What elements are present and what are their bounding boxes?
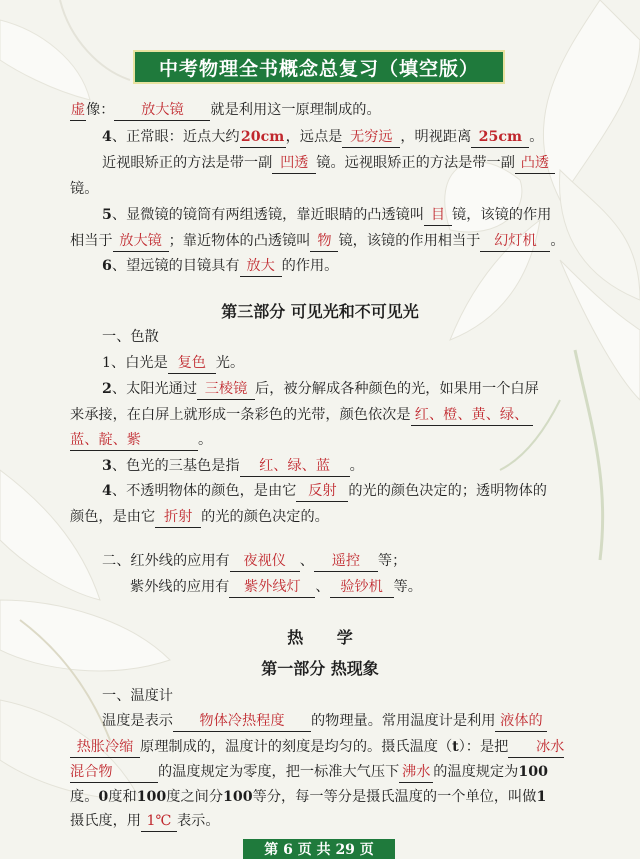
answer-blank: 紫外线灯 (229, 577, 315, 598)
text-segment: 。 (550, 233, 565, 249)
text-segment: ，远点是 (285, 129, 343, 145)
text-segment: 后，被分解成各种颜色的光，如果用一个白屏 (255, 381, 539, 397)
text-line (70, 179, 98, 199)
answer-blank: 冰水 (508, 737, 564, 758)
text-segment: 的光的颜色决定的。 (201, 509, 329, 525)
answer-blank: 三棱镜 (197, 379, 255, 400)
text-segment: 相当于 (70, 233, 113, 249)
text-segment: 镜，该镜的作用 (452, 207, 552, 223)
text-segment: 就是利用这一原理制成的。 (210, 102, 381, 118)
text-line (70, 787, 546, 807)
answer-blank: 1℃ (141, 811, 177, 832)
text-segment: ，明视距离 (400, 129, 472, 145)
answer-blank: 液体的 (495, 711, 547, 732)
answer-blank: 复色 (168, 353, 216, 374)
text-line (70, 737, 564, 758)
text-segment: 、太阳光通过 (111, 381, 198, 397)
text-segment: 、不透明物体的颜色，是由它 (111, 483, 297, 499)
answer-blank: 沸水 (399, 762, 433, 783)
bold-number: 4 (102, 483, 112, 499)
text-segment: 等。 (393, 579, 422, 595)
answer-blank: 25cm (471, 127, 529, 148)
text-line (70, 231, 565, 252)
text-segment: 、望远镜的目镜具有 (111, 258, 240, 274)
text-segment: 。 (349, 458, 364, 474)
text-segment: 、显微镜的镜筒有两组透镜，靠近眼睛的凸透镜叫 (111, 207, 425, 223)
answer-blank: 物 (310, 231, 338, 252)
answer-blank: 凸透 (515, 153, 555, 174)
text-segment: 等； (377, 553, 407, 569)
answer-blank: 折射 (155, 507, 201, 528)
text-segment: 、色光的三基色是指 (111, 458, 240, 474)
text-segment: 等分，每一等分是摄氏温度的一个单位，叫做 (252, 789, 537, 805)
section-heading: 第三部分 可见光和不可见光 (221, 302, 419, 321)
answer-blank: 蓝、靛、紫 (70, 430, 198, 451)
text-segment: 温度是表示 (102, 713, 173, 729)
bold-number: 100 (223, 789, 253, 805)
text-segment: 颜色，是由它 (70, 509, 156, 525)
text-segment: 、 (299, 553, 314, 569)
text-line (102, 456, 364, 477)
text-segment: 。 (198, 432, 213, 448)
bold-number: 4 (102, 129, 112, 145)
text-line (102, 379, 539, 400)
answer-blank: 红、绿、蓝 (240, 456, 350, 477)
bold-number: 5 (102, 207, 112, 223)
text-segment: 表示。 (176, 813, 220, 829)
text-segment: 像： (86, 102, 115, 118)
text-line (102, 353, 244, 374)
answer-blank: 反射 (296, 481, 348, 502)
document-title: 中考物理全书概念总复习（填空版） (158, 57, 479, 80)
bold-number: 3 (102, 458, 112, 474)
text-line (102, 481, 547, 502)
bold-number: 100 (136, 789, 167, 805)
text-segment: 度之间分 (166, 789, 224, 805)
subsection-title: 一、色散 (102, 329, 159, 345)
text-line (70, 430, 212, 451)
text-segment: 度。 (70, 789, 99, 805)
text-segment: 的温度规定为零度，把一标准大气压下 (158, 764, 400, 780)
bold-number: 2 (102, 381, 112, 397)
text-segment: 、正常眼：近点大约 (111, 129, 240, 145)
answer-blank: 验钞机 (330, 577, 394, 598)
text-segment: 镜。远视眼矫正的方法是带一副 (316, 155, 515, 171)
text-segment: 光。 (215, 355, 245, 371)
text-segment: 。 (529, 129, 544, 145)
text-line (70, 100, 381, 121)
answer-blank: 放大 (240, 256, 282, 277)
text-line (130, 577, 422, 598)
answer-blank: 热胀冷缩 (70, 737, 140, 758)
answer-blank: 放大镜 (113, 231, 169, 252)
answer-blank: 遥控 (314, 551, 378, 572)
text-segment: 近视眼矫正的方法是带一副 (102, 155, 273, 171)
text-segment: 镜，该镜的作用相当于 (338, 233, 481, 249)
text-line (70, 507, 329, 528)
answer-blank: 物体冷热程度 (173, 711, 311, 732)
answer-blank: 20cm (240, 127, 286, 148)
text-segment: 的作用。 (281, 258, 339, 274)
text-line (70, 811, 220, 832)
text-segment: ）：是把 (458, 739, 509, 755)
answer-blank: 红、橙、黄、绿、 (411, 405, 533, 426)
text-line (102, 127, 544, 148)
answer-blank: 混合物 (70, 762, 158, 783)
text-segment: 原理制成的，温度计的刻度是均匀的。摄氏温度（ (140, 739, 453, 755)
answer-blank: 夜视仪 (230, 551, 300, 572)
text-line (102, 551, 406, 572)
text-segment: 镜。 (70, 181, 99, 197)
text-segment: 的光的颜色决定的；透明物体的 (348, 483, 547, 499)
text-segment: ；靠近物体的凸透镜叫 (168, 233, 311, 249)
subsection-title: 一、温度计 (102, 688, 173, 704)
chapter-heading: 热 学 (287, 628, 353, 647)
text-segment: 度和 (108, 789, 137, 805)
section-heading: 第一部分 热现象 (261, 659, 379, 678)
text-segment: 1、白光是 (102, 355, 168, 371)
page-number-footer: 第 6 页 共 29 页 (243, 839, 395, 859)
bold-number: 1 (536, 789, 547, 805)
text-segment: 来承接，在白屏上就形成一条彩色的光带，颜色依次是 (70, 407, 411, 423)
text-segment: 的温度规定为 (433, 764, 519, 780)
text-line (102, 711, 547, 732)
text-segment: 摄氏度，用 (70, 813, 141, 829)
text-line (102, 205, 551, 226)
answer-blank: 目 (424, 205, 452, 226)
bold-number: 0 (98, 789, 109, 805)
text-segment: 二、红外线的应用有 (102, 553, 230, 569)
text-segment: 的物理量。常用温度计是利用 (310, 713, 496, 729)
document-title-banner (133, 50, 505, 84)
bold-number: t (452, 739, 459, 755)
text-line (102, 153, 555, 174)
answer-blank: 放大镜 (114, 100, 210, 121)
text-line (70, 762, 548, 783)
answer-blank: 凹透 (272, 153, 316, 174)
bold-number: 6 (102, 258, 112, 274)
text-segment: 、 (315, 579, 330, 595)
text-segment: 紫外线的应用有 (130, 579, 230, 595)
text-line (70, 405, 533, 426)
answer-blank: 无穷远 (342, 127, 400, 148)
bold-number: 100 (518, 764, 548, 780)
answer-blank: 幻灯机 (480, 231, 550, 252)
text-line (102, 256, 338, 277)
answer-blank: 虚 (70, 100, 86, 121)
